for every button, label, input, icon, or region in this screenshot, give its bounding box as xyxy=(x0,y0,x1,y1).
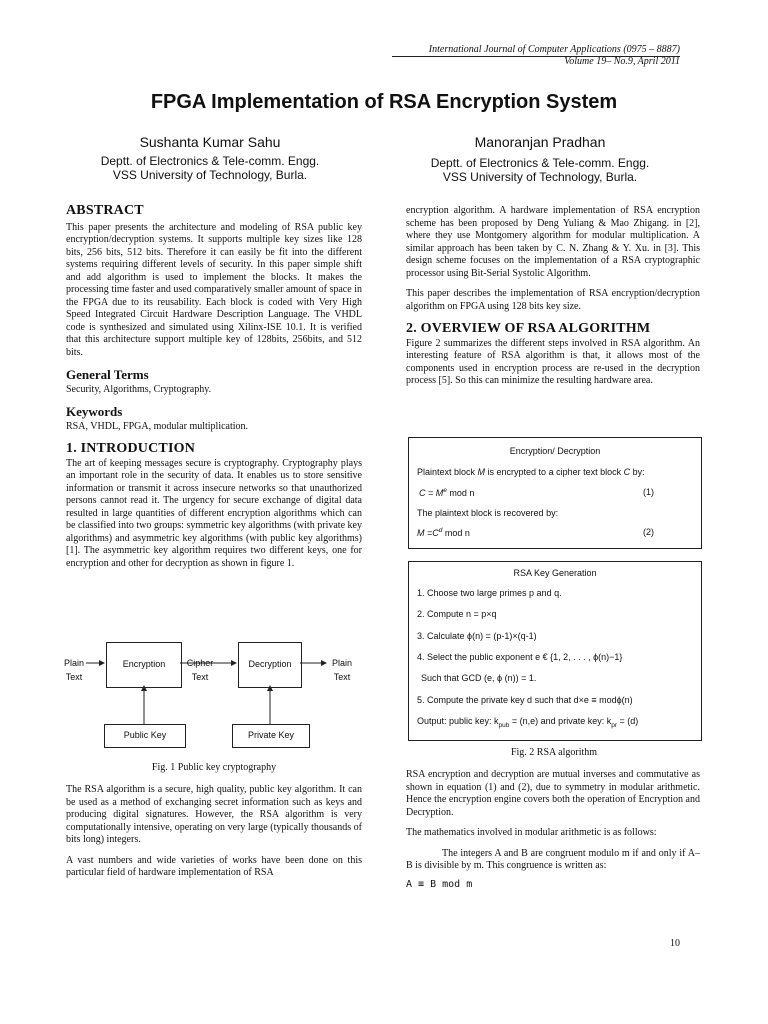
plain-text-input-label: Plain Text xyxy=(63,658,84,682)
encryption-decryption-box xyxy=(408,437,702,549)
header-rule xyxy=(392,56,680,57)
journal-name: International Journal of Computer Applications (0975 – 8887) xyxy=(428,44,680,55)
keygen-output-pr: pr xyxy=(611,721,617,729)
keybox-title: RSA Key Generation xyxy=(513,568,597,578)
keygen-step-2: 2. Compute n = p×q xyxy=(417,609,497,619)
eq2-lhs: M =C xyxy=(417,528,439,538)
encbox-line1 xyxy=(417,467,645,477)
encbox-line1-post: by: xyxy=(630,467,645,477)
paper-title: FPGA Implementation of RSA Encryption System xyxy=(150,91,618,113)
encryption-block xyxy=(106,642,182,688)
intro-paragraph-1: The art of keeping messages secure is cryptography. Cryptography plays an important role in the security of data. It enables us to store sensitive information or transmit it across insecure networks so that unauthorized persons cannot read it. The urgency for secure exchange of digital data resulted in large quantities of different encryption algorithms which can be classified into two groups: symmetric key algorithms (with private key algorithms) and asymmetric key algorithms (with public key algorithms) [1]. The asymmetric key algorithm requires two different keys, one for encryption and other for decryption as shown in figure 1. xyxy=(66,457,362,569)
author-name: Manoranjan Pradhan xyxy=(474,134,606,150)
equation-2 xyxy=(417,527,470,538)
keygen-output-mid: = (n,e) and private key: k xyxy=(509,716,612,726)
author-2 xyxy=(390,134,690,184)
right-paragraph-1: encryption algorithm. A hardware implementation of RSA encryption scheme has been proposed by Deng Yuliang & Mao Zhigang. in [2], where they use Montgomery algorithm for modular multiplication. A similar approach has been taken by C. N. Zhang & Y. Xu. in [3]. This design scheme focuses on the implementation of a RSA cryptographic processor using Bit-Serial Systolic Algorithm. xyxy=(406,205,700,279)
eq2-exponent: d xyxy=(438,527,443,534)
decryption-label: Decryption xyxy=(248,659,292,669)
eq1-exponent: e xyxy=(443,487,447,494)
fig2-caption: Fig. 2 RSA algorithm xyxy=(510,747,598,758)
fig1-caption: Fig. 1 Public key cryptography xyxy=(151,762,277,773)
congruence-formula: A ≡ B mod m xyxy=(406,878,473,890)
abstract-text: This paper presents the architecture and modeling of RSA public key encryption/decryption systems. It supports multiple key sizes like 128 bits, 256 bits, 512 bits. Therefore it can easily be fit into the different systems requiring different levels of security. In this paper simple shift and add algorithm is used to implement the blocks. It makes the processing time faster and used comparatively smaller amount of space in the FPGA due to its reusability. Each block is coded with Very High Speed Integrated Circuit Hardware Description Language. The VHDL code is synthesized and simulated using Xilinx-ISE 10.1. It is verified that this architecture support multiple key of 128bits, 256bits, and 512 bits. xyxy=(66,221,362,358)
general-terms-heading: General Terms xyxy=(66,367,149,382)
encbox-line1-mid: is encrypted to a cipher text block xyxy=(485,467,624,477)
keywords-text: RSA, VHDL, FPGA, modular multiplication. xyxy=(66,420,249,432)
author-name: Sushanta Kumar Sahu xyxy=(139,134,281,150)
encbox-title: Encryption/ Decryption xyxy=(509,446,601,456)
left-column xyxy=(66,205,362,570)
author-univ: VSS University of Technology, Burla. xyxy=(442,170,638,184)
right-column-lower xyxy=(406,769,700,891)
equation-1-number: (1) xyxy=(643,487,654,497)
encryption-label: Encryption xyxy=(122,659,166,669)
right-paragraph-6: The integers A and B are congruent modulo m if and only if A–B is divisible by m. This congruence is written as: xyxy=(406,847,700,871)
keygen-step-4: 4. Select the public exponent e € {1, 2, . . . , ϕ(n)−1} xyxy=(417,652,623,662)
equation-1 xyxy=(419,487,474,498)
page-number: 10 xyxy=(670,938,680,949)
overview-paragraph: Figure 2 summarizes the different steps involved in RSA algorithm. An interesting feature of RSA algorithm is that, it allows most of the components used in encryption process are re-used in the decryption process [5]. So this can minimize the resulting hardware area. xyxy=(406,337,700,386)
author-univ: VSS University of Technology, Burla. xyxy=(112,168,308,182)
keygen-step-5: 5. Compute the private key d such that d×e ≡ modϕ(n) xyxy=(417,695,633,705)
introduction-heading: 1. INTRODUCTION xyxy=(66,441,196,456)
keygen-step-4b: Such that GCD (e, ϕ (n)) = 1. xyxy=(421,673,537,683)
private-key-block xyxy=(232,724,310,748)
encbox-var-c: C xyxy=(623,467,631,477)
encbox-var-m: M xyxy=(477,467,486,477)
cipher-text-label: Cipher Text xyxy=(186,658,214,682)
author-1 xyxy=(60,134,360,182)
fig1-diagram xyxy=(60,642,360,752)
equation-2-number: (2) xyxy=(643,527,654,537)
right-paragraph-4: RSA encryption and decryption are mutual inverses and commutative as shown in equation (1) and (2), due to symmetry in modular arithmetic. Hence the encryption engine covers both the operation of Encryption and Decryption. xyxy=(406,769,700,818)
left-column-lower xyxy=(66,784,362,880)
keygen-output-pub: pub xyxy=(498,721,510,729)
abstract-heading: ABSTRACT xyxy=(66,203,144,218)
author-dept: Deptt. of Electronics & Tele-comm. Engg. xyxy=(100,154,320,168)
keygen-output-pre: Output: public key: k xyxy=(417,716,499,726)
decryption-block xyxy=(238,642,302,688)
private-key-label: Private Key xyxy=(247,730,295,740)
keygen-step-3: 3. Calculate ϕ(n) = (p-1)×(q-1) xyxy=(417,631,537,641)
encbox-line2: The plaintext block is recovered by: xyxy=(417,508,559,518)
keygen-step-1: 1. Choose two large primes p and q. xyxy=(417,588,562,598)
author-dept: Deptt. of Electronics & Tele-comm. Engg. xyxy=(430,156,650,170)
keywords-heading: Keywords xyxy=(66,404,123,419)
plain-text-output-label: Plain Text xyxy=(331,658,352,682)
eq1-rhs: mod n xyxy=(446,488,475,498)
keygen-output-post: = (d) xyxy=(617,716,639,726)
journal-volume: Volume 19– No.9, April 2011 xyxy=(564,56,680,67)
intro-paragraph-2: The RSA algorithm is a secure, high quality, public key algorithm. It can be used as a method of exchanging secret information such as keys and producing digital signatures. However, the RSA algorithm is very computationally intensive, operating on very large (typically thousands of bits long) integers. xyxy=(66,784,362,845)
right-paragraph-5: The mathematics involved in modular arithmetic is as follows: xyxy=(406,827,657,838)
right-paragraph-2: This paper describes the implementation of RSA encryption/decryption algorithm on FPGA using 128 bits key size. xyxy=(406,288,700,312)
right-column-upper xyxy=(406,205,700,388)
overview-heading: 2. OVERVIEW OF RSA ALGORITHM xyxy=(406,321,651,336)
intro-paragraph-3: A vast numbers and wide varieties of works have been done on this particular field of hardware implementation of RSA xyxy=(66,854,362,878)
keygen-output xyxy=(417,716,638,729)
public-key-label: Public Key xyxy=(123,730,167,740)
eq1-lhs: C = M xyxy=(419,488,444,498)
public-key-block xyxy=(104,724,186,748)
eq2-rhs: mod n xyxy=(442,528,470,538)
general-terms-text: Security, Algorithms, Cryptography. xyxy=(66,383,212,395)
encbox-line1-pre: Plaintext block xyxy=(417,467,478,477)
rsa-key-generation-box xyxy=(408,561,702,741)
